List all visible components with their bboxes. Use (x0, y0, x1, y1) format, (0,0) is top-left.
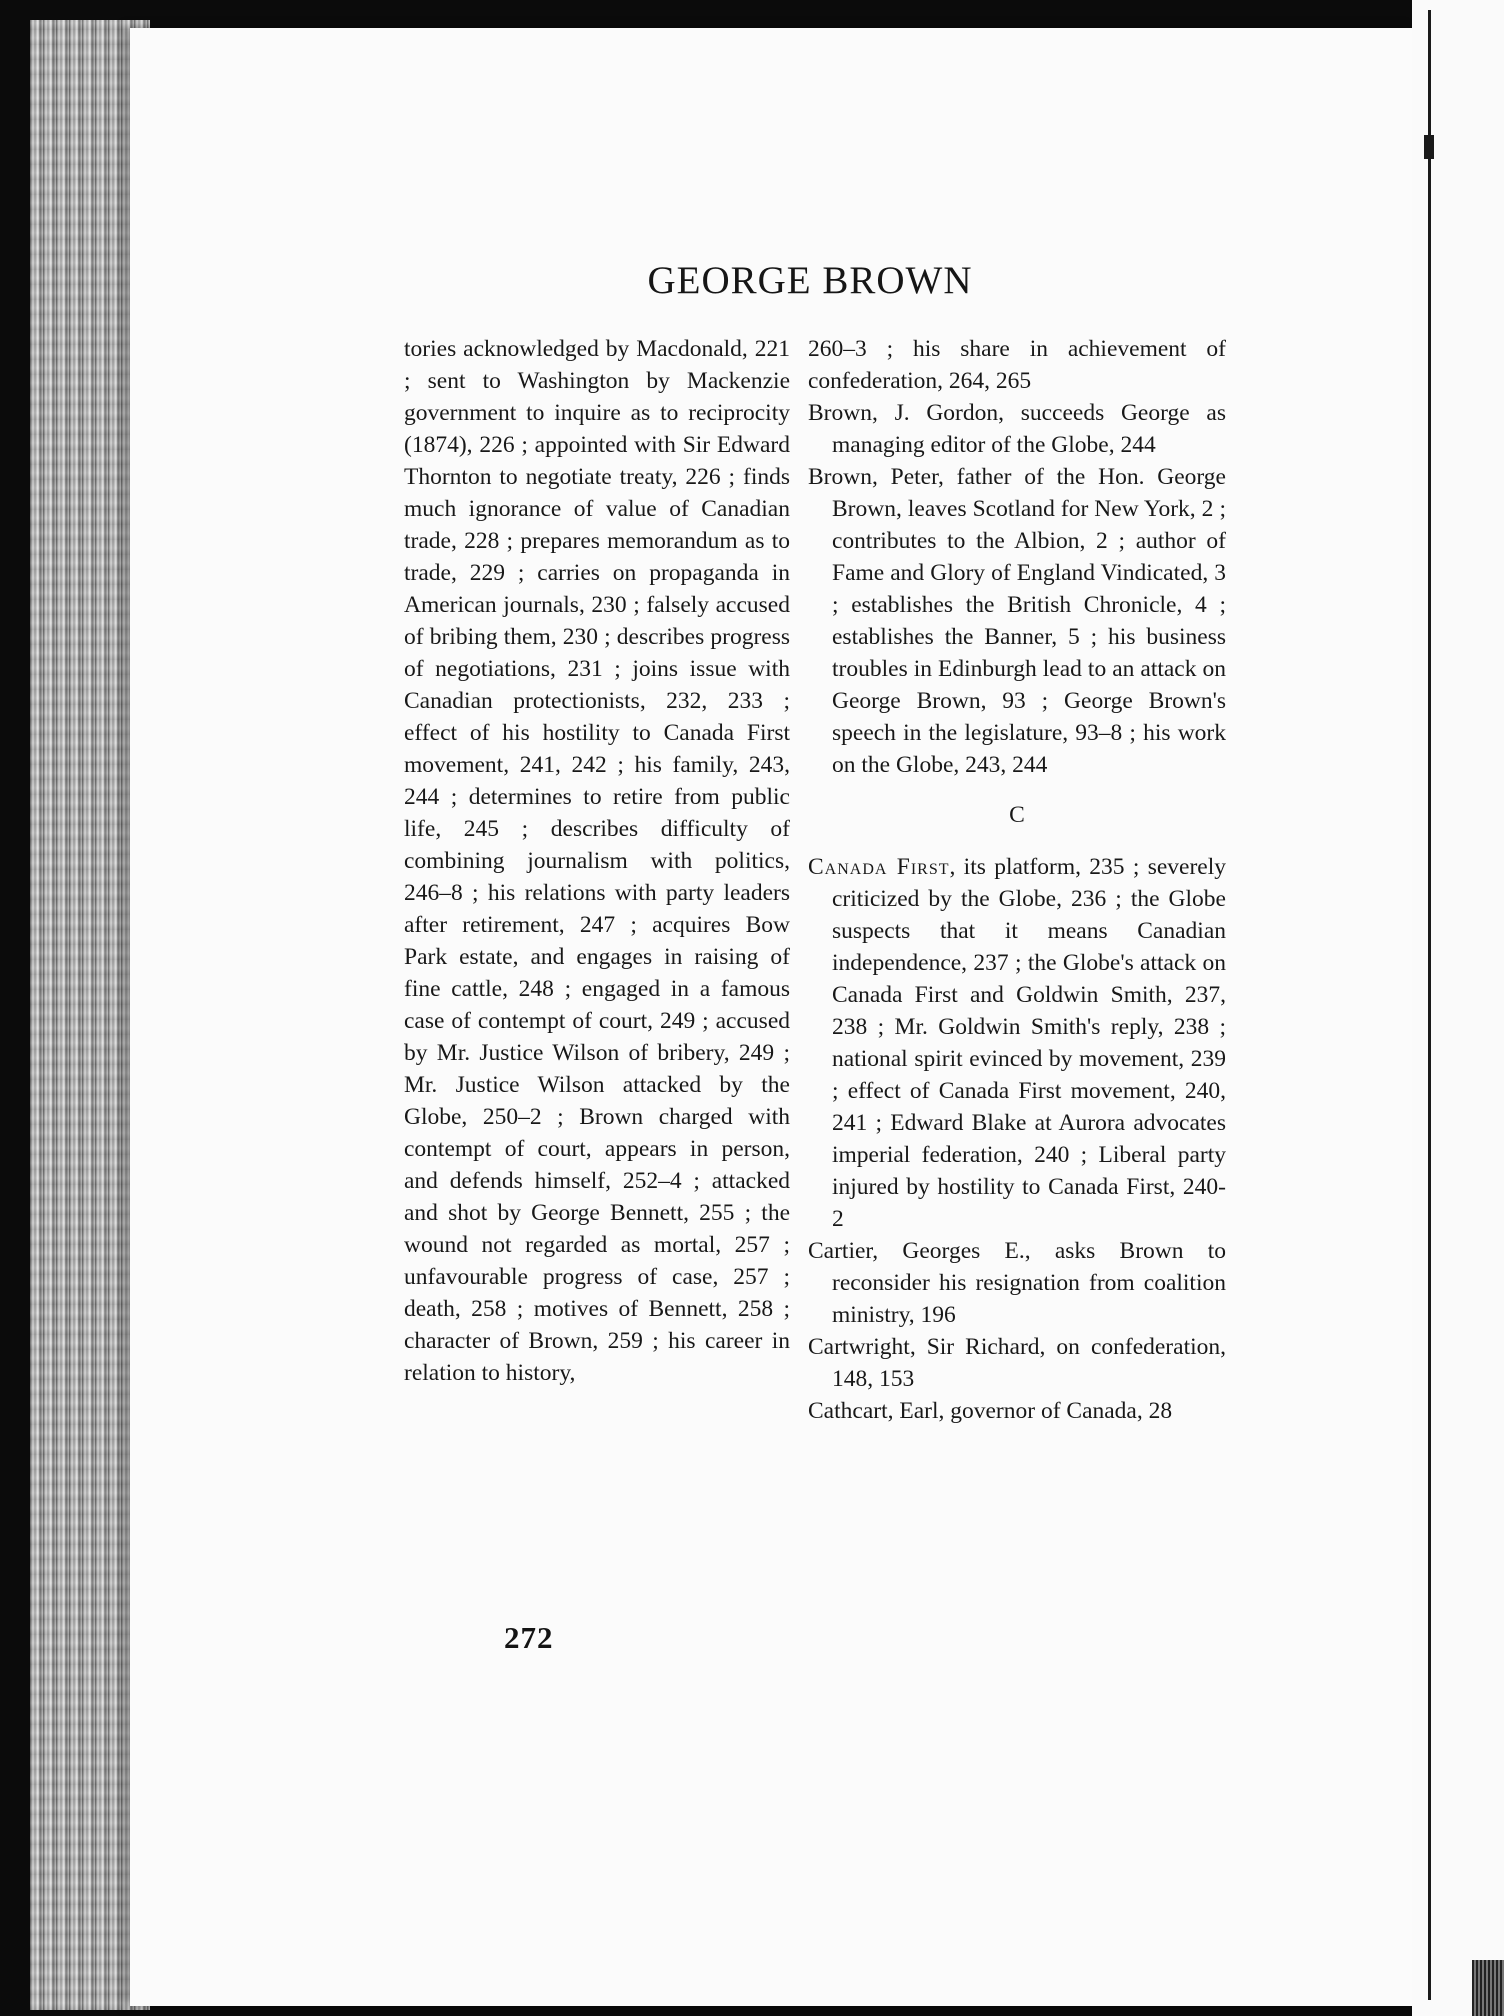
index-entry-continuation: 260–3 ; his share in achievement of confederation, 264, 265 (808, 336, 1226, 394)
index-entry: Brown, Peter, father of the Hon. George Brown, leaves Scotland for New York, 2 ; contributes to the Albion, 2 ; author of Fame and Glory of England Vindicated, 3 ; establishes the British Chronicle, 4 ; establishes the Banner, 5 ; his business troubles in Edinburgh lead to an attack on George Brown, 93 ; George Brown's speech in the legislature, 93–8 ; his work on the Globe, 243, 244 (808, 464, 1226, 778)
index-entry (808, 851, 1226, 1235)
index-entry: Brown, J. Gordon, succeeds George as managing editor of the Globe, 244 (808, 400, 1226, 458)
index-entry-continuation: tories acknowledged by Macdonald, 221 ; sent to Washington by Mackenzie government to inquire as to reciprocity (1874), 226 ; appointed with Sir Edward Thornton to negotiate treaty, 226 ; finds much ignorance of value of Canadian trade, 228 ; prepares memorandum as to trade, 229 ; carries on propaganda in American journals, 230 ; falsely accused of bribing them, 230 ; describes progress of negotiations, 231 ; joins issue with Canadian protectionists, 232, 233 ; effect of his hostility to Canada First movement, 241, 242 ; his family, 243, 244 ; determines to retire from public life, 245 ; describes difficulty of combining journalism with politics, 246–8 ; his relations with party leaders after retirement, 247 ; acquires Bow Park estate, and engages in raising of fine cattle, 248 ; engaged in a famous case of contempt of court, 249 ; accused by Mr. Justice Wilson of bribery, 249 ; Mr. Justice Wilson attacked by the Globe, 250–2 ; Brown charged with contempt of court, appears in person, and defends himself, 252–4 ; attacked and shot by George Bennett, 255 ; the wound not regarded as mortal, 257 ; unfavourable progress of case, 257 ; death, 258 ; motives of Bennett, 258 ; character of Brown, 259 ; his career in relation to history, (404, 336, 790, 1386)
index-column-right (808, 333, 1226, 1427)
index-entry: Cathcart, Earl, governor of Canada, 28 (808, 1398, 1173, 1424)
binding-rule (1428, 10, 1431, 2000)
index-section-letter: C (1009, 802, 1025, 828)
binding-notch (1424, 135, 1434, 159)
page-corner-shadow (1472, 1960, 1504, 2016)
index-entry: Cartier, Georges E., asks Brown to reconsider his resignation from coalition ministry, 196 (808, 1238, 1226, 1328)
facing-page-strip (1412, 0, 1504, 2016)
index-column-left (404, 333, 790, 1389)
index-entry: Cartwright, Sir Richard, on confederation, 148, 153 (808, 1334, 1226, 1392)
running-head: GEORGE BROWN (647, 259, 973, 302)
index-entry-head: Canada First (808, 854, 950, 880)
index-entry-text: , its platform, 235 ; severely criticized by the Globe, 236 ; the Globe suspects that it means Canadian independence, 237 ; the Globe's attack on Canada First and Goldwin Smith, 237, 238 ; Mr. Goldwin Smith's reply, 238 ; national spirit evinced by movement, 239 ; effect of Canada First movement, 240, 241 ; Edward Blake at Aurora advocates imperial federation, 240 ; Liberal party injured by hostility to Canada First, 240-2 (832, 854, 1226, 1232)
page-number: 272 (504, 1620, 554, 1655)
